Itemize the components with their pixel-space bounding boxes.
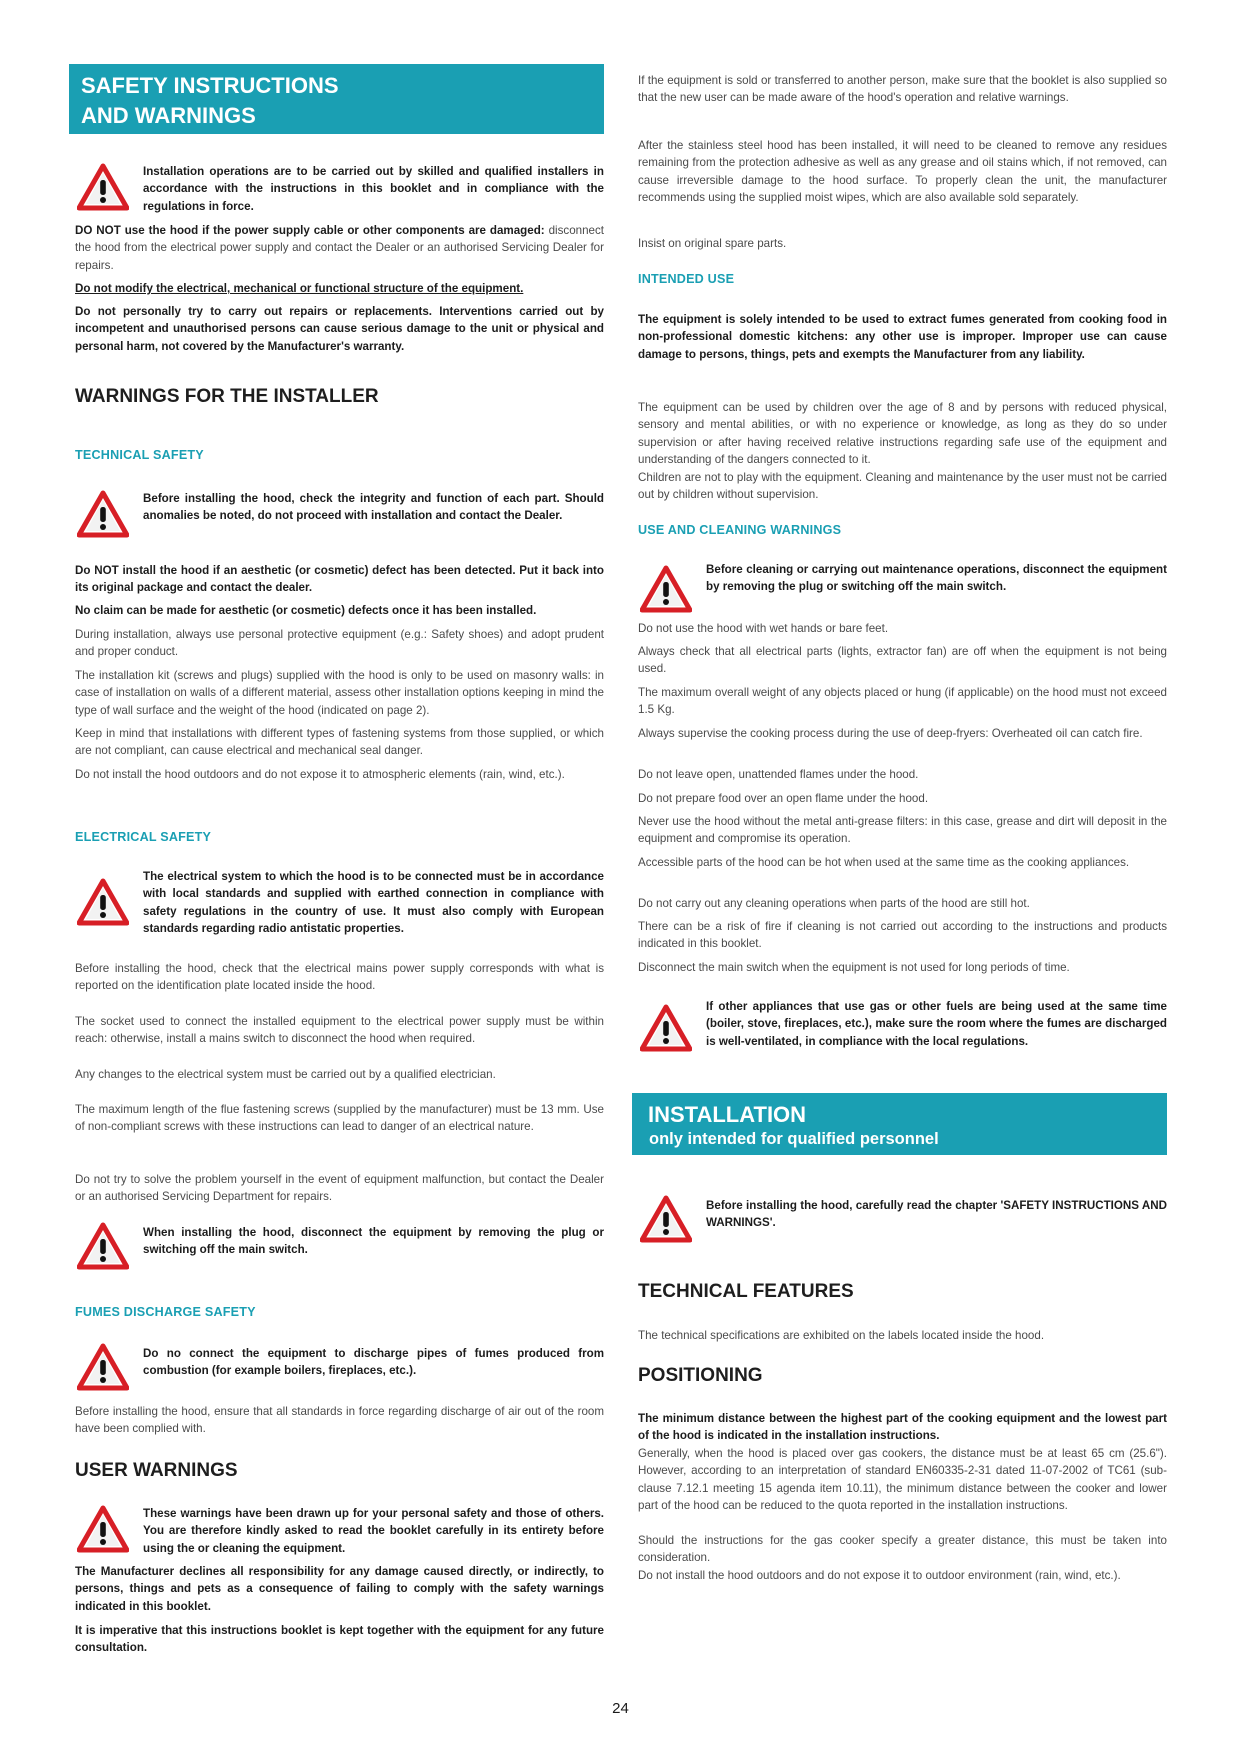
warning-fumes-text: Do no connect the equipment to discharge pipes of fumes produced from combustion (for example boilers, fireplaces, etc.). (143, 1347, 604, 1378)
warning-before-installing-text: Before installing the hood, check the integrity and function of each part. Should anomalies be noted, do not proceed with installation and contact the Dealer. (143, 492, 604, 523)
warning-gas-appliances-text: If other appliances that use gas or other fuels are being used at the same time (boiler, stove, fireplaces, etc.), make sure the room where the fumes are discharged is well-ventilated, in compliance with the local regulations. (706, 1000, 1167, 1048)
warning-user-text: These warnings have been drawn up for your personal safety and those of others. You are therefore kindly asked to read the booklet carefully in its entirety before using the or cleaning the equipment. (143, 1507, 604, 1555)
safety-banner-title-line1: SAFETY INSTRUCTIONS (81, 73, 339, 98)
warning-fumes (75, 1343, 604, 1393)
warning-before-installing (75, 490, 604, 546)
warning-triangle-icon (77, 1222, 129, 1270)
warning-disconnect-text: When installing the hood, disconnect the equipment by removing the plug or switching off the main switch. (143, 1226, 604, 1257)
paragraph-intended-use: The equipment is solely intended to be used to extract fumes generated from cooking food in non-professional domestic kitchens: any other use is improper. Improper use can cause damage to persons, things, pets and exempts the Manufacturer from any liability. (638, 313, 1167, 361)
paragraph-min-distance: The minimum distance between the highest part of the cooking equipment and the lowest part of the hood is indicated in the installation instructions. (638, 1412, 1167, 1443)
paragraph-deep-fryers: Always supervise the cooking process during the use of deep-fryers: Overheated oil can catch fire. (638, 727, 1143, 740)
paragraph-technical-specs: The technical specifications are exhibited on the labels located inside the hood. (638, 1329, 1045, 1342)
paragraph-max-weight: The maximum overall weight of any objects placed or hung (if applicable) on the hood must not exceed 1.5 Kg. (638, 686, 1167, 717)
safety-banner (69, 64, 604, 134)
paragraph-fire-risk: There can be a risk of fire if cleaning is not carried out according to the instructions and products indicated in this booklet. (638, 920, 1167, 951)
paragraph-imperative: It is imperative that this instructions booklet is kept together with the equipment for any future consultation. (75, 1624, 604, 1655)
warning-triangle-icon (640, 1004, 692, 1052)
warning-triangle-icon (77, 163, 129, 211)
warning-triangle-icon (640, 1195, 692, 1243)
paragraph-malfunction: Do not try to solve the problem yourself in the event of equipment malfunction, but contact the Dealer or an authorised Servicing Department for repairs. (75, 1173, 604, 1204)
paragraph-gas-cookers: Generally, when the hood is placed over gas cookers, the distance must be at least 65 cm (25.6"). However, according to an interpretation of standard EN60335-2-31 dated 11-07-2002 of TC61 (sub-clause 7.12.1 meeting 15 agenda item 10.11), the minimum distance between the cooker and lower part of the hood can be reduced to the quota reported in the installation instructions. (638, 1447, 1167, 1513)
paragraph-aesthetic-defect: Do NOT install the hood if an aesthetic (or cosmetic) defect has been detected. Put it back into its original package and contact the dealer. (75, 564, 604, 595)
warning-disconnect (75, 1222, 604, 1272)
heading-technical-features: TECHNICAL FEATURES (638, 1281, 854, 1302)
paragraph-long-periods: Disconnect the main switch when the equipment is not used for long periods of time. (638, 961, 1070, 974)
paragraph-spare-parts: Insist on original spare parts. (638, 237, 787, 250)
safety-banner-title-line2: AND WARNINGS (81, 103, 256, 128)
paragraph-wet-hands: Do not use the hood with wet hands or bare feet. (638, 622, 889, 635)
paragraph-sold: If the equipment is sold or transferred to another person, make sure that the booklet is also supplied so that the new user can be made aware of the hood's operation and relative warnings. (638, 74, 1167, 105)
warning-triangle-icon (77, 1505, 129, 1553)
warning-triangle-icon (77, 1343, 129, 1391)
do-not-use-rest: disconnect the hood from the electrical power supply and contact the Dealer or an authorised Servicing Dealer for repairs. (75, 224, 604, 272)
warning-installation (75, 163, 604, 219)
warning-triangle-icon (77, 490, 129, 538)
paragraph-air-discharge: Before installing the hood, ensure that all standards in force regarding discharge of air out of the room have been complied with. (75, 1405, 604, 1436)
paragraph-mains: Before installing the hood, check that the electrical mains power supply corresponds with what is reported on the identification plate located inside the hood. (75, 962, 604, 993)
paragraph-manufacturer-declines: The Manufacturer declines all responsibility for any damage caused directly, or indirectly, to persons, things and pets as a consequence of failing to comply with the safety warnings indicated in this booklet. (75, 1565, 604, 1613)
do-not-use-bold: DO NOT use the hood if the power supply cable or other components are damaged: (75, 224, 545, 237)
heading-user-warnings: USER WARNINGS (75, 1460, 238, 1481)
paragraph-installation-kit: The installation kit (screws and plugs) supplied with the hood is only to be used on masonry walls: in case of installation on walls of a different material, assess other installation options keeping in mind the type of wall surface and the weight of the hood (indicated on page 2). (75, 669, 604, 717)
heading-use-cleaning: USE AND CLEANING WARNINGS (638, 523, 842, 537)
warning-installation-text: Installation operations are to be carried out by skilled and qualified installers in accordance with the instructions in this booklet and in compliance with the regulations in force. (143, 165, 604, 213)
warning-cleaning (638, 561, 1167, 611)
warning-electrical (75, 868, 604, 940)
warning-read-chapter (638, 1195, 1167, 1245)
paragraph-anti-grease-filters: Never use the hood without the metal anti-grease filters: in this case, grease and dirt will deposit in the equipment and compromise its operation. (638, 815, 1167, 846)
installation-banner-title: INSTALLATION (648, 1102, 807, 1127)
paragraph-stainless-steel: After the stainless steel hood has been installed, it will need to be cleaned to remove any residues remaining from the protection adhesive as well as any grease and oil stains which, if not removed, can cause irreversible damage to the hood surface. To properly clean the unit, the manufacturer recommends using the supplied moist wipes, which are also available sold separately. (638, 139, 1167, 205)
warning-triangle-icon (640, 565, 692, 613)
installation-banner (632, 1093, 1167, 1155)
heading-positioning: POSITIONING (638, 1365, 763, 1386)
paragraph-ppe: During installation, always use personal protective equipment (e.g.: Safety shoes) and adopt prudent and proper conduct. (75, 628, 604, 659)
paragraph-children-2: Children are not to play with the equipment. Cleaning and maintenance by the user must not be carried out by children without supervision. (638, 471, 1167, 502)
paragraph-outdoors: Do not install the hood outdoors and do not expose it to atmospheric elements (rain, wind, etc.). (75, 768, 565, 781)
warning-cleaning-text: Before cleaning or carrying out maintenance operations, disconnect the equipment by removing the plug or switching off the main switch. (706, 563, 1167, 594)
heading-intended-use: INTENDED USE (638, 272, 735, 286)
paragraph-do-not-modify: Do not modify the electrical, mechanical or functional structure of the equipment. (75, 282, 524, 295)
paragraph-check-parts: Always check that all electrical parts (lights, extractor fan) are off when the equipment is not being used. (638, 645, 1167, 676)
page-number: 24 (612, 1700, 629, 1717)
paragraph-hot-parts: Accessible parts of the hood can be hot when used at the same time as the cooking appliances. (638, 856, 1130, 869)
paragraph-socket: The socket used to connect the installed equipment to the electrical power supply must be within reach: otherwise, install a mains switch to disconnect the hood when required. (75, 1015, 604, 1046)
paragraph-do-not-repair: Do not personally try to carry out repairs or replacements. Interventions carried out by incompetent and unauthorised persons can cause serious damage to the unit or physical and personal harm, not covered by the Manufacturer's warranty. (75, 305, 604, 353)
paragraph-prepare-food: Do not prepare food over an open flame under the hood. (638, 792, 929, 805)
paragraph-gas-cooker-instructions: Should the instructions for the gas cooker specify a greater distance, this must be taken into consideration. (638, 1534, 1167, 1565)
heading-fumes-discharge: FUMES DISCHARGE SAFETY (75, 1305, 256, 1319)
paragraph-screws: The maximum length of the flue fastening screws (supplied by the manufacturer) must be 13 mm. Use of non-compliant screws with these instructions can lead to danger of an electrical nature. (75, 1103, 604, 1134)
paragraph-cleaning-hot: Do not carry out any cleaning operations when parts of the hood are still hot. (638, 897, 1030, 910)
warning-user (75, 1505, 604, 1561)
paragraph-open-flames: Do not leave open, unattended flames under the hood. (638, 768, 919, 781)
paragraph-do-not-use (75, 222, 604, 274)
heading-technical-safety: TECHNICAL SAFETY (75, 448, 204, 462)
warning-read-chapter-text: Before installing the hood, carefully read the chapter 'SAFETY INSTRUCTIONS AND WARNINGS'. (706, 1199, 1167, 1230)
warning-electrical-text: The electrical system to which the hood is to be connected must be in accordance with local standards and supplied with earthed connection in compliance with safety regulations in the country of use. It must also comply with European standards regarding radio antistatic properties. (143, 870, 604, 936)
warning-triangle-icon (77, 878, 129, 926)
heading-electrical-safety: ELECTRICAL SAFETY (75, 830, 212, 844)
paragraph-outdoor-environment: Do not install the hood outdoors and do not expose it to outdoor environment (rain, wind, etc.). (638, 1569, 1121, 1582)
paragraph-fastening: Keep in mind that installations with different types of fastening systems from those supplied, or which are not compliant, can cause electrical and mechanical seal danger. (75, 727, 604, 758)
paragraph-no-claim: No claim can be made for aesthetic (or cosmetic) defects once it has been installed. (75, 604, 537, 617)
paragraph-children: The equipment can be used by children over the age of 8 and by persons with reduced physical, sensory and mental abilities, or with no experience or knowledge, as long as they do so under supervision or after having received relative instructions regarding safe use of the equipment and understanding of the dangers connected to it. (638, 401, 1167, 467)
installation-banner-subtitle: only intended for qualified personnel (649, 1130, 939, 1148)
heading-warnings-installer: WARNINGS FOR THE INSTALLER (75, 386, 379, 407)
warning-gas-appliances (638, 998, 1167, 1058)
paragraph-changes: Any changes to the electrical system must be carried out by a qualified electrician. (75, 1068, 496, 1081)
